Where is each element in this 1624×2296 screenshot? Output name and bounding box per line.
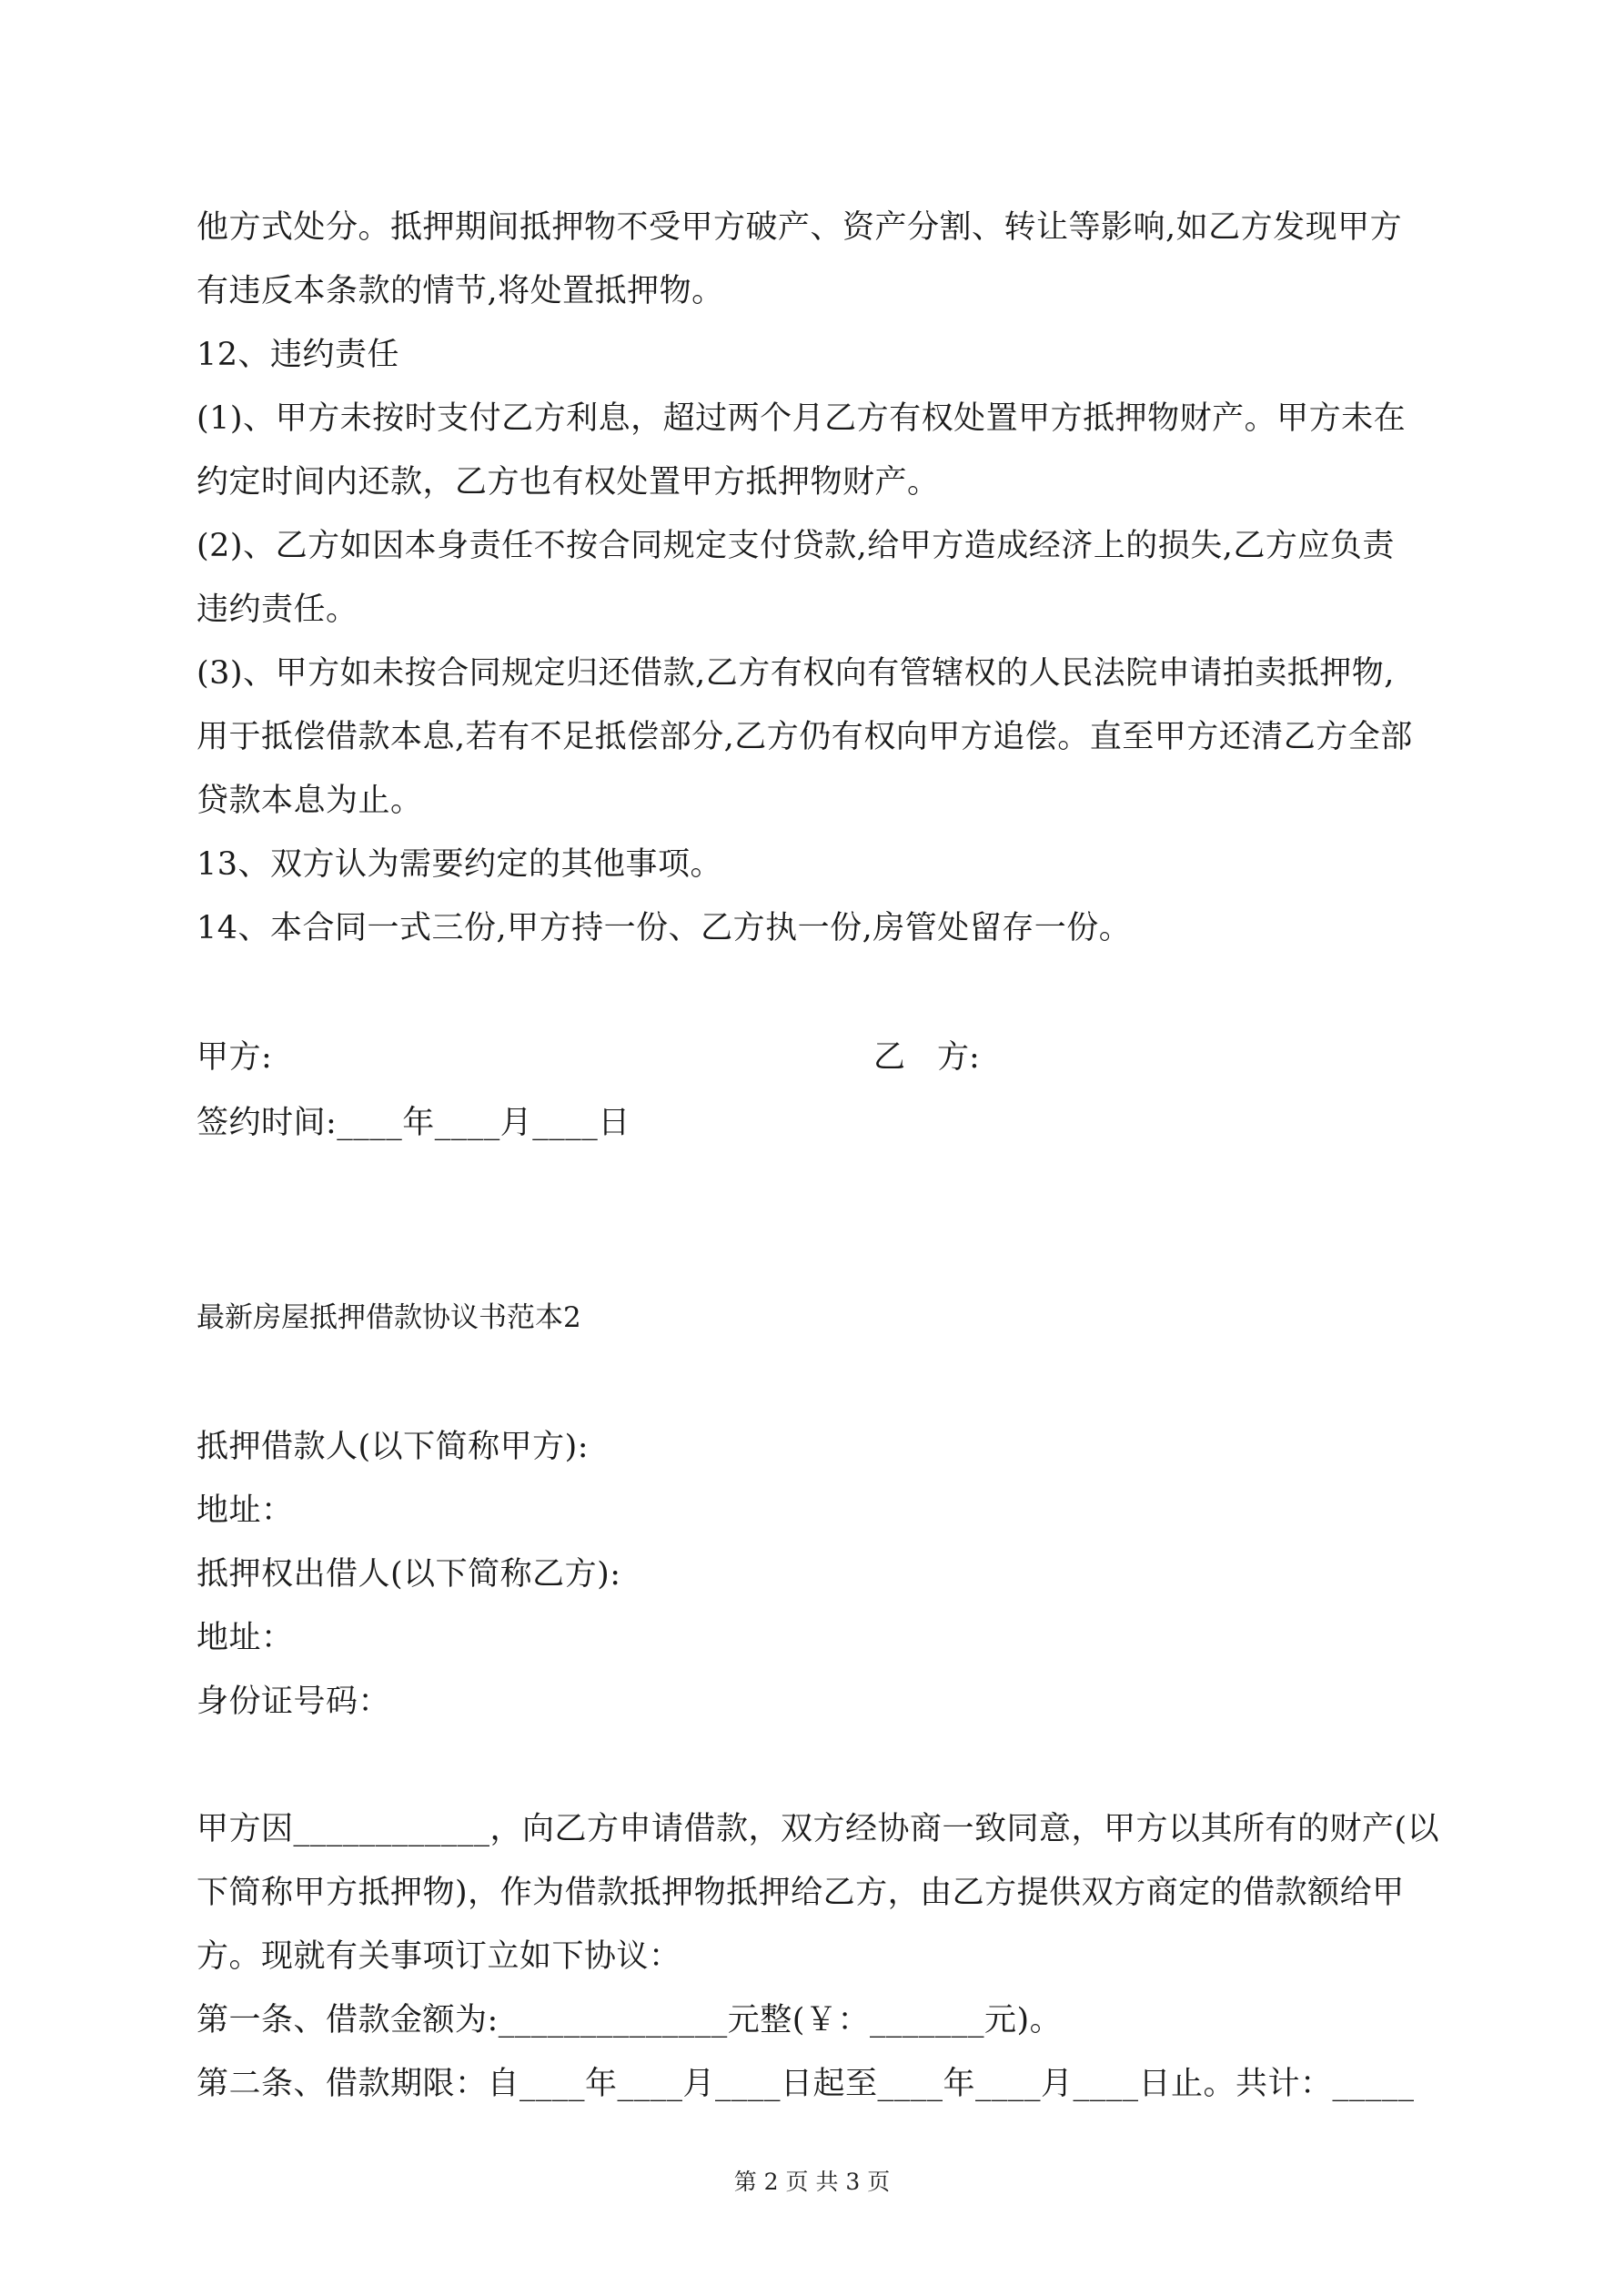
body-line: 14、本合同一式三份,甲方持一份、乙方执一份,房管处留存一份。 (197, 910, 1132, 946)
clause-line: 第二条、借款期限：自____年____月____日起至____年____月____日止。共计：_____ (197, 2066, 1415, 2102)
agreement-title: 最新房屋抵押借款协议书范本2 (197, 1301, 581, 1334)
clause-line: 下简称甲方抵押物)，作为借款抵押物抵押给乙方，由乙方提供双方商定的借款额给甲 (197, 1875, 1405, 1911)
party-line: 地址： (197, 1620, 294, 1656)
party-line: 身份证号码： (197, 1684, 391, 1720)
body-line: 贷款本息为止。 (197, 783, 423, 819)
body-line: 违约责任。 (197, 592, 358, 628)
page-number-footer: 第 2 页 共 3 页 (733, 2169, 891, 2195)
party-line: 抵押权出借人(以下简称乙方): (197, 1556, 621, 1593)
party-line: 地址： (197, 1492, 294, 1529)
clause-line: 方。现就有关事项订立如下协议： (197, 1938, 681, 1975)
body-line: 他方式处分。抵押期间抵押物不受甲方破产、资产分割、转让等影响,如乙方发现甲方 (197, 209, 1403, 246)
clause-line: 第一条、借款金额为:______________元整(￥：_______元)。 (197, 2002, 1063, 2038)
body-line: 13、双方认为需要约定的其他事项。 (197, 846, 723, 883)
body-line: (1)、甲方未按时支付乙方利息，超过两个月乙方有权处置甲方抵押物财产。甲方未在 (197, 400, 1407, 437)
party-a-signature-label: 甲方: (197, 1039, 273, 1076)
section-heading: 12、违约责任 (197, 337, 400, 373)
body-line: 有违反本条款的情节,将处置抵押物。 (197, 273, 724, 309)
sign-date-line: 签约时间:____年____月____日 (197, 1105, 630, 1141)
body-line: (2)、乙方如因本身责任不按合同规定支付贷款,给甲方造成经济上的损失,乙方应负责 (197, 528, 1395, 564)
body-line: (3)、甲方如未按合同规定归还借款,乙方有权向有管辖权的人民法院申请拍卖抵押物, (197, 655, 1395, 692)
clause-line: 甲方因____________，向乙方申请借款，双方经协商一致同意，甲方以其所有的财产(以 (197, 1811, 1440, 1847)
party-b-signature-label: 乙 方: (873, 1039, 980, 1076)
body-line: 用于抵偿借款本息,若有不足抵偿部分,乙方仍有权向甲方追偿。直至甲方还清乙方全部 (197, 719, 1413, 755)
party-line: 抵押借款人(以下简称甲方): (197, 1429, 590, 1465)
body-line: 约定时间内还款，乙方也有权处置甲方抵押物财产。 (197, 464, 940, 501)
